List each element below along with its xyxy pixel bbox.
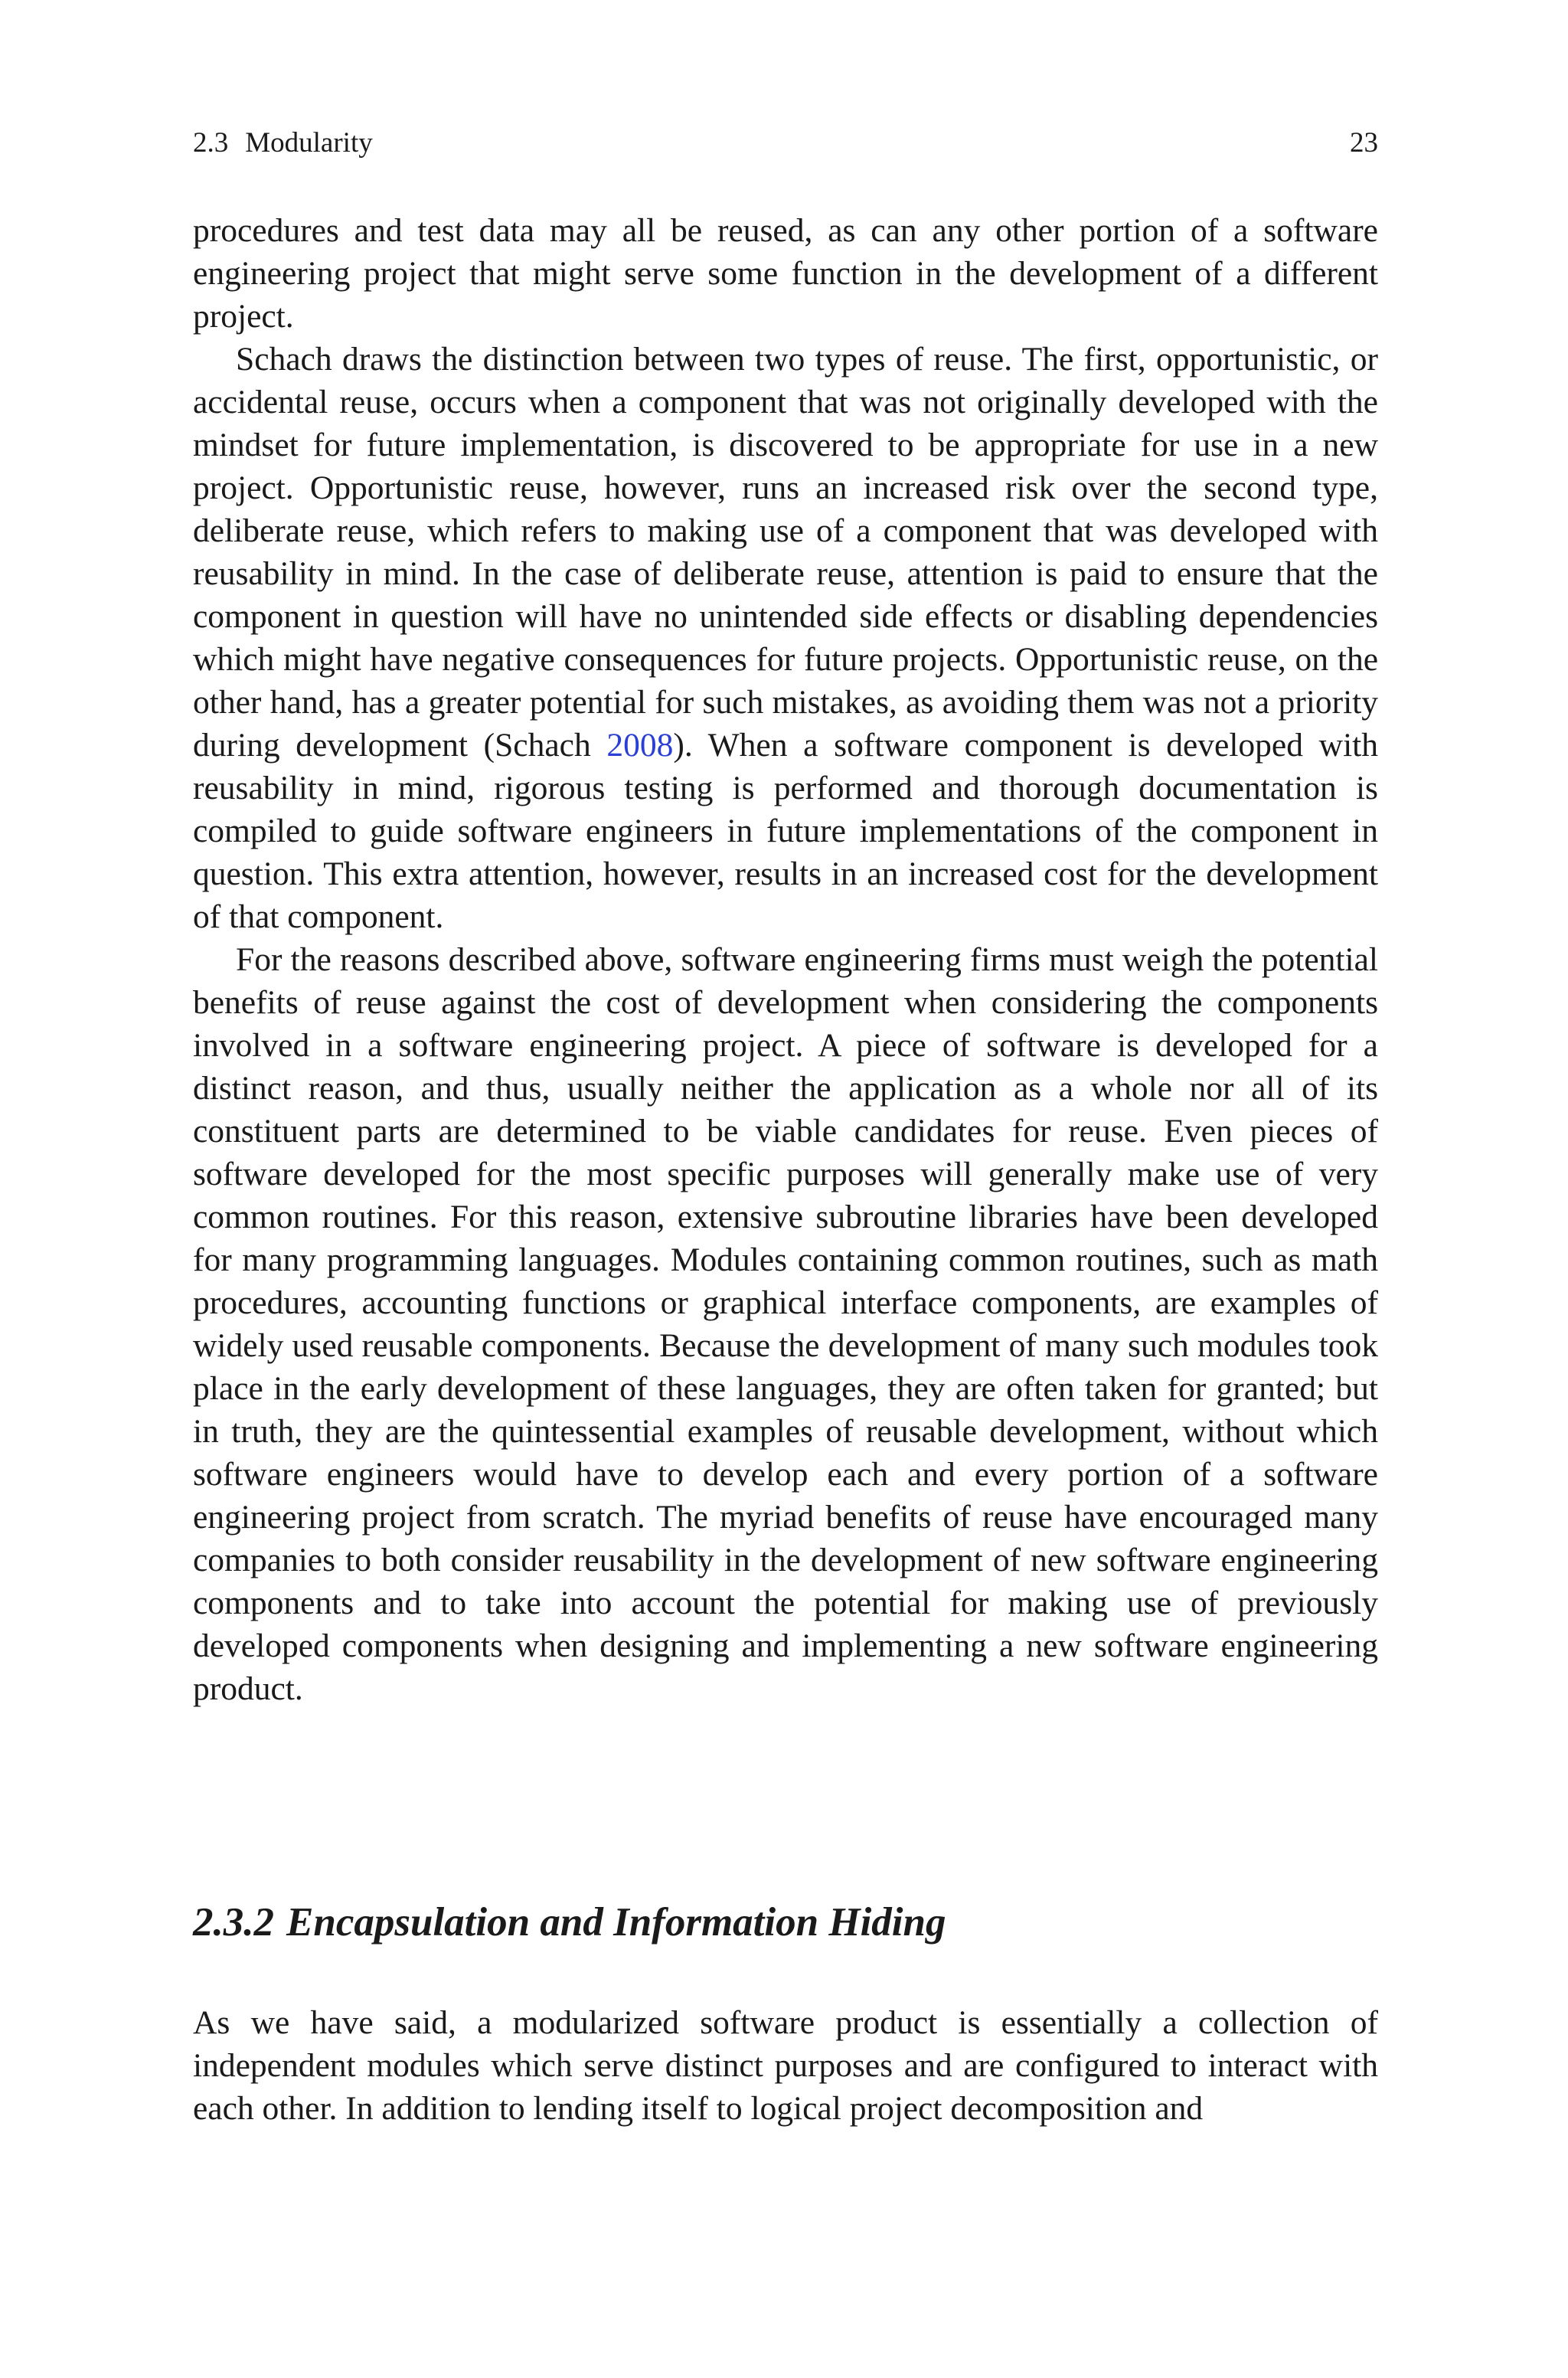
section-heading-number: 2.3.2	[193, 1900, 274, 1945]
running-head-section	[193, 125, 373, 162]
running-head	[193, 125, 1378, 162]
paragraph-2-text-a: Schach draws the distinction between two types of reuse. The first, opportunistic, or accidental reuse, occurs when a component that was not originally developed with the mindset for future implementation, is discovered to be appropriate for use in a new project. Opportunistic reuse, however, runs an increased risk over the second type, deliberate reuse, which refers to making use of a component that was developed with reusability in mind. In the case of deliberate reuse, attention is paid to ensure that the component in question will have no unintended side effects or disabling dependencies which might have negative consequences for future projects. Opportunistic reuse, on the other hand, has a greater potential for such mistakes, as avoiding them was not a priority during development (Schach	[193, 341, 1378, 764]
running-head-section-title: Modularity	[245, 127, 373, 159]
body-text	[193, 209, 1378, 1710]
citation-link-schach-2008[interactable]: 2008	[606, 727, 674, 764]
section-body	[193, 2001, 1378, 2130]
section-heading	[193, 1898, 1378, 1947]
paragraph-2-text-b: ). When a software component is developed with reusability in mind, rigorous testing is performed and thorough documentation is compiled to guide software engineers in future implementations of the component in question. This extra attention, however, results in an increased cost for the development of that component.	[193, 727, 1378, 935]
page-number: 23	[1350, 127, 1378, 159]
section-heading-title: Encapsulation and Information Hiding	[286, 1900, 946, 1945]
paragraph-1: procedures and test data may all be reused, as can any other portion of a software engineering project that might serve some function in the development of a different project.	[193, 212, 1378, 335]
paragraph-3: For the reasons described above, software engineering firms must weigh the potential benefits of reuse against the cost of development when considering the components involved in a software engineering project. A piece of software is developed for a distinct reason, and thus, usually neither the application as a whole nor all of its constituent parts are determined to be viable candidates for reuse. Even pieces of software developed for the most specific purposes will generally make use of very common routines. For this reason, extensive subroutine libraries have been developed for many programming languages. Modules containing common routines, such as math procedures, accounting functions or graphical interface components, are examples of widely used reusable components. Because the development of many such modules took place in the early development of these languages, they are often taken for granted; but in truth, they are the quintessential examples of reusable development, without which software engineers would have to develop each and every portion of a software engineering project from scratch. The myriad benefits of reuse have encouraged many companies to both consider reusability in the development of new software engineering components and to take into account the potential for making use of previously developed components when designing and implementing a new software engineering product.	[193, 941, 1378, 1707]
paragraph-2	[193, 338, 1378, 938]
section-paragraph-1: As we have said, a modularized software product is essentially a collection of independent modules which serve distinct purposes and are configured to interact with each other. In addition to lending itself to logical project decomposition and	[193, 2004, 1378, 2127]
running-head-section-number: 2.3	[193, 127, 229, 159]
